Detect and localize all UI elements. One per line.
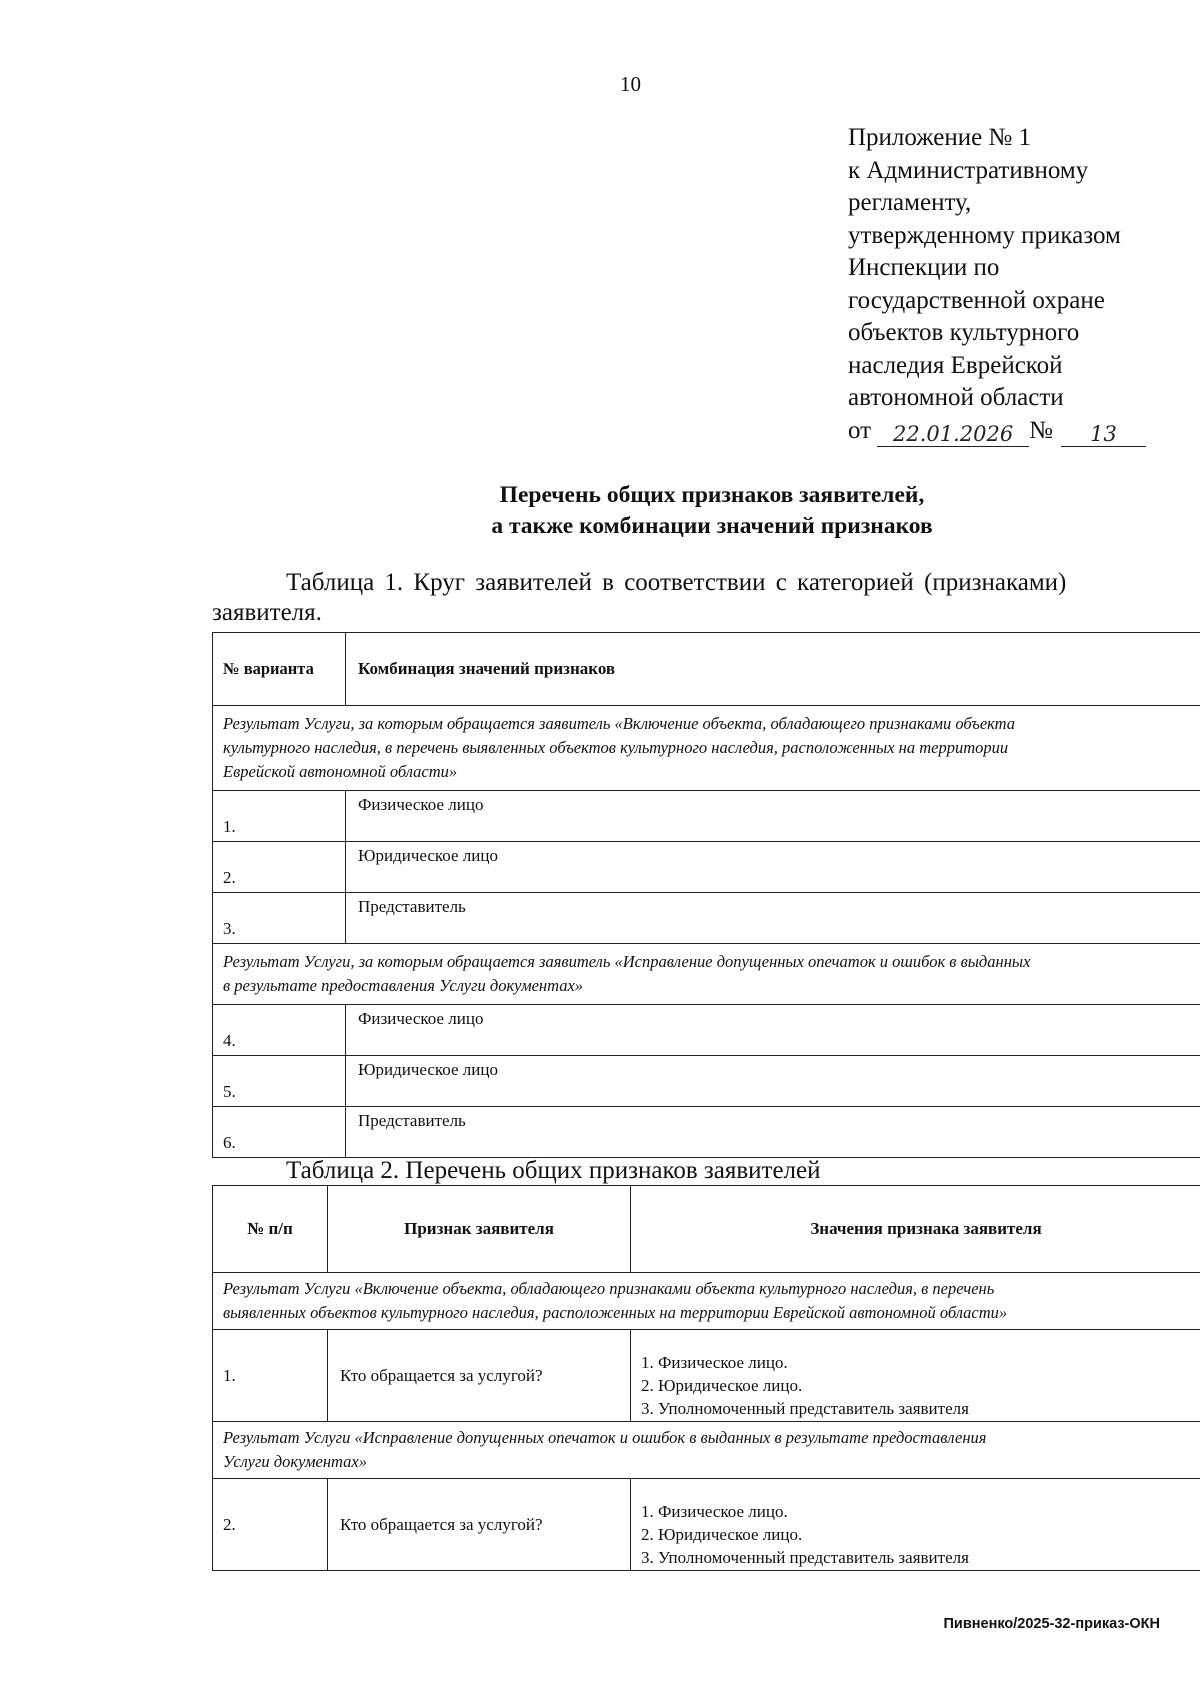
result-text-line: в результате предоставления Услуги документах» [223,976,584,995]
result-text-line: Результат Услуги «Исправление допущенных опечаток и ошибок в выданных в результате предоставления [223,1428,987,1447]
result-row [213,1422,1200,1479]
applicant-variants-table [212,632,1200,1158]
table-header-row [213,633,1200,706]
table2-wrapper [212,1185,1200,1571]
table1-caption-line-2: заявителя. [212,599,322,626]
variant-number: 6. [213,1107,346,1158]
value-option: 3. Уполномоченный представитель заявителя [641,1548,969,1567]
result-text-line: выявленных объектов культурного наследия, расположенных на территории Еврейской автономной области» [223,1303,1008,1322]
applicant-attributes-table [212,1185,1200,1571]
result-text-line: Результат Услуги «Включение объекта, обладающего признаками объекта культурного наследия, в перечень [223,1279,995,1298]
table-row [213,1107,1200,1158]
date-prefix: от [848,416,872,444]
approval-line: объектов культурного [848,319,1080,346]
value-option: 2. Юридическое лицо. [641,1376,803,1395]
item-number: 2. [213,1479,328,1571]
approval-line: наследия Еврейской [848,351,1063,379]
attribute-values [631,1479,1200,1571]
value-option: 2. Юридическое лицо. [641,1525,803,1544]
table-row [213,893,1200,944]
table2-caption: Таблица 2. Перечень общих признаков заявителей [286,1157,821,1184]
handwritten-number: 13 [1061,422,1146,447]
header-item-number: № п/п [213,1186,328,1273]
result-text-line: Еврейской автономной области» [223,762,458,781]
approval-date-line [848,415,1188,448]
result-text-line: культурного наследия, в перечень выявленных объектов культурного наследия, расположенных на территории [223,738,1009,757]
variant-number: 1. [213,791,346,842]
attribute-question: Кто обращается за услугой? [328,1330,631,1422]
result-row [213,1273,1200,1330]
header-attribute: Признак заявителя [328,1186,631,1273]
result-cell [213,1422,1200,1479]
table-row [213,842,1200,893]
table-row [213,791,1200,842]
result-cell [213,1273,1200,1330]
value-option: 3. Уполномоченный представитель заявителя [641,1399,969,1418]
result-row [213,944,1200,1005]
approval-line: к Административному [848,156,1089,184]
variant-number: 4. [213,1005,346,1056]
title-line-2: а также комбинации значений признаков [491,513,933,539]
document-title [212,480,1200,542]
variant-value: Физическое лицо [346,1005,1200,1056]
approval-block [848,122,1188,447]
page-number: 10 [620,72,641,96]
approval-line: автономной области [848,384,1064,411]
attribute-question: Кто обращается за услугой? [328,1479,631,1571]
variant-value: Представитель [346,893,1200,944]
variant-number: 3. [213,893,346,944]
table1-caption-line-1: Таблица 1. Круг заявителей в соответствии с категорией (признаками) [286,569,1067,596]
table-row [213,1330,1200,1422]
handwritten-date: 22.01.2026 [877,422,1029,447]
result-row [213,706,1200,791]
approval-line: Инспекции по [848,254,1000,281]
number-prefix: № [1029,416,1053,444]
title-line-1: Перечень общих признаков заявителей, [499,482,925,508]
table1-caption [212,568,1170,628]
variant-number: 5. [213,1056,346,1107]
approval-line: утвержденному приказом [848,221,1121,249]
value-option: 1. Физическое лицо. [641,1502,788,1521]
attribute-values [631,1330,1200,1422]
approval-line: государственной охране [848,286,1105,314]
result-text-line: Услуги документах» [223,1452,367,1471]
approval-line: Приложение № 1 [848,124,1032,151]
variant-value: Физическое лицо [346,791,1200,842]
header-attribute-values: Значения признака заявителя [631,1186,1200,1273]
approval-line: регламенту, [848,189,972,216]
variant-value: Юридическое лицо [346,842,1200,893]
result-cell [213,706,1200,791]
result-text-line: Результат Услуги, за которым обращается заявитель «Исправление допущенных опечаток и ошибок в выданных [223,952,1031,971]
item-number: 1. [213,1330,328,1422]
result-cell [213,944,1200,1005]
variant-value: Представитель [346,1107,1200,1158]
table-row [213,1056,1200,1107]
result-text-line: Результат Услуги, за которым обращается заявитель «Включение объекта, обладающего признаками объекта [223,714,1016,733]
document-footer-code: Пивненко/2025-32-приказ-ОКН [943,1616,1160,1632]
table-row [213,1005,1200,1056]
table-row [213,1479,1200,1571]
variant-number: 2. [213,842,346,893]
table-header-row [213,1186,1200,1273]
header-combination: Комбинация значений признаков [346,633,1200,706]
header-variant-number: № варианта [213,633,346,706]
value-option: 1. Физическое лицо. [641,1353,788,1372]
variant-value: Юридическое лицо [346,1056,1200,1107]
table1-wrapper [212,632,1200,1158]
